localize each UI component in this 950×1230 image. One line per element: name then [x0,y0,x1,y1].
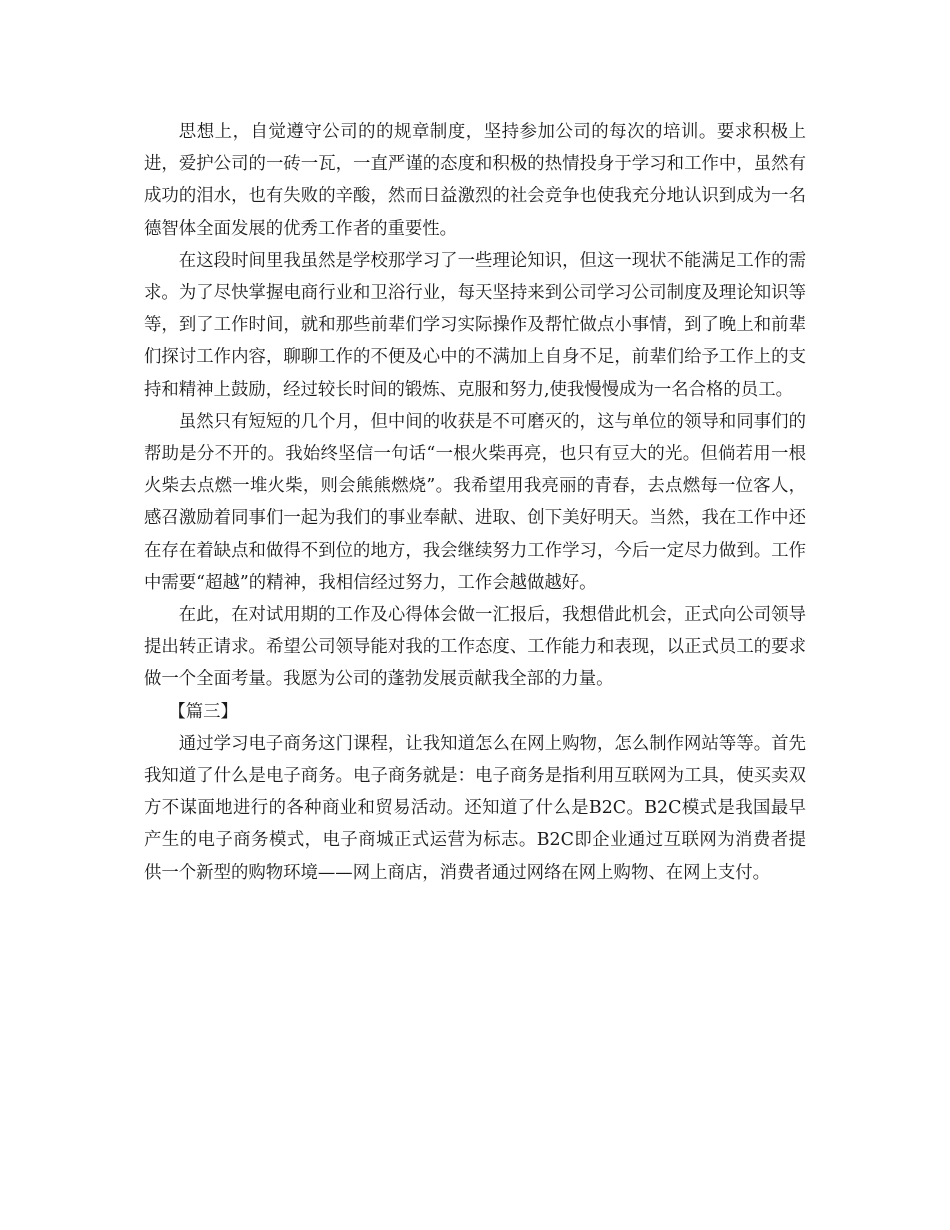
paragraph-request: 在此，在对试用期的工作及心得体会做一汇报后，我想借此机会，正式向公司领导提出转正请求。希望公司领导能对我的工作态度、工作能力和表现，以正式员工的要求做一个全面考量。我愿为公司的蓬勃发展贡献我全部的力量。 [144,605,806,690]
paragraph-gains: 虽然只有短短的几个月，但中间的收获是不可磨灭的，这与单位的领导和同事们的帮助是分不开的。我始终坚信一句话“一根火柴再亮，也只有豆大的光。但倘若用一根火柴去点燃一堆火柴，则会熊熊燃烧”。我希望用我亮丽的青春，去点燃每一位客人，感召激励着同事们一起为我们的事业奉献、进取、创下美好明天。当然，我在工作中还在存在着缺点和做得不到位的地方，我会继续努力工作学习，今后一定尽力做到。工作中需要“超越”的精神，我相信经过努力，工作会越做越好。 [144,411,806,593]
paragraph-ecommerce: 通过学习电子商务这门课程，让我知道怎么在网上购物，怎么制作网站等等。首先我知道了什么是电子商务。电子商务就是：电子商务是指利用互联网为工具，使买卖双方不谋面地进行的各种商业和贸易活动。还知道了什么是B2C。B2C模式是我国最早产生的电子商务模式，电子商城正式运营为标志。B2C即企业通过互联网为消费者提供一个新型的购物环境——网上商店，消费者通过网络在网上购物、在网上支付。 [144,733,806,883]
section-heading: 【篇三】 [168,701,238,722]
paragraph-learning: 在这段时间里我虽然是学校那学习了一些理论知识，但这一现状不能满足工作的需求。为了尽快掌握电商行业和卫浴行业，每天坚持来到公司学习公司制度及理论知识等等，到了工作时间，就和那些前辈们学习实际操作及帮忙做点小事情，到了晚上和前辈们探讨工作内容，聊聊工作的不便及心中的不满加上自身不足，前辈们给予工作上的支持和精神上鼓励，经过较长时间的锻炼、克服和努力,使我慢慢成为一名合格的员工。 [144,250,806,400]
document-body [144,116,806,889]
paragraph-ideology: 思想上，自觉遵守公司的的规章制度，坚持参加公司的每次的培训。要求积极上进，爱护公司的一砖一瓦，一直严谨的态度和积极的热情投身于学习和工作中，虽然有成功的泪水，也有失败的辛酸，然而日益激烈的社会竞争也使我充分地认识到成为一名德智体全面发展的优秀工作者的重要性。 [144,122,806,239]
